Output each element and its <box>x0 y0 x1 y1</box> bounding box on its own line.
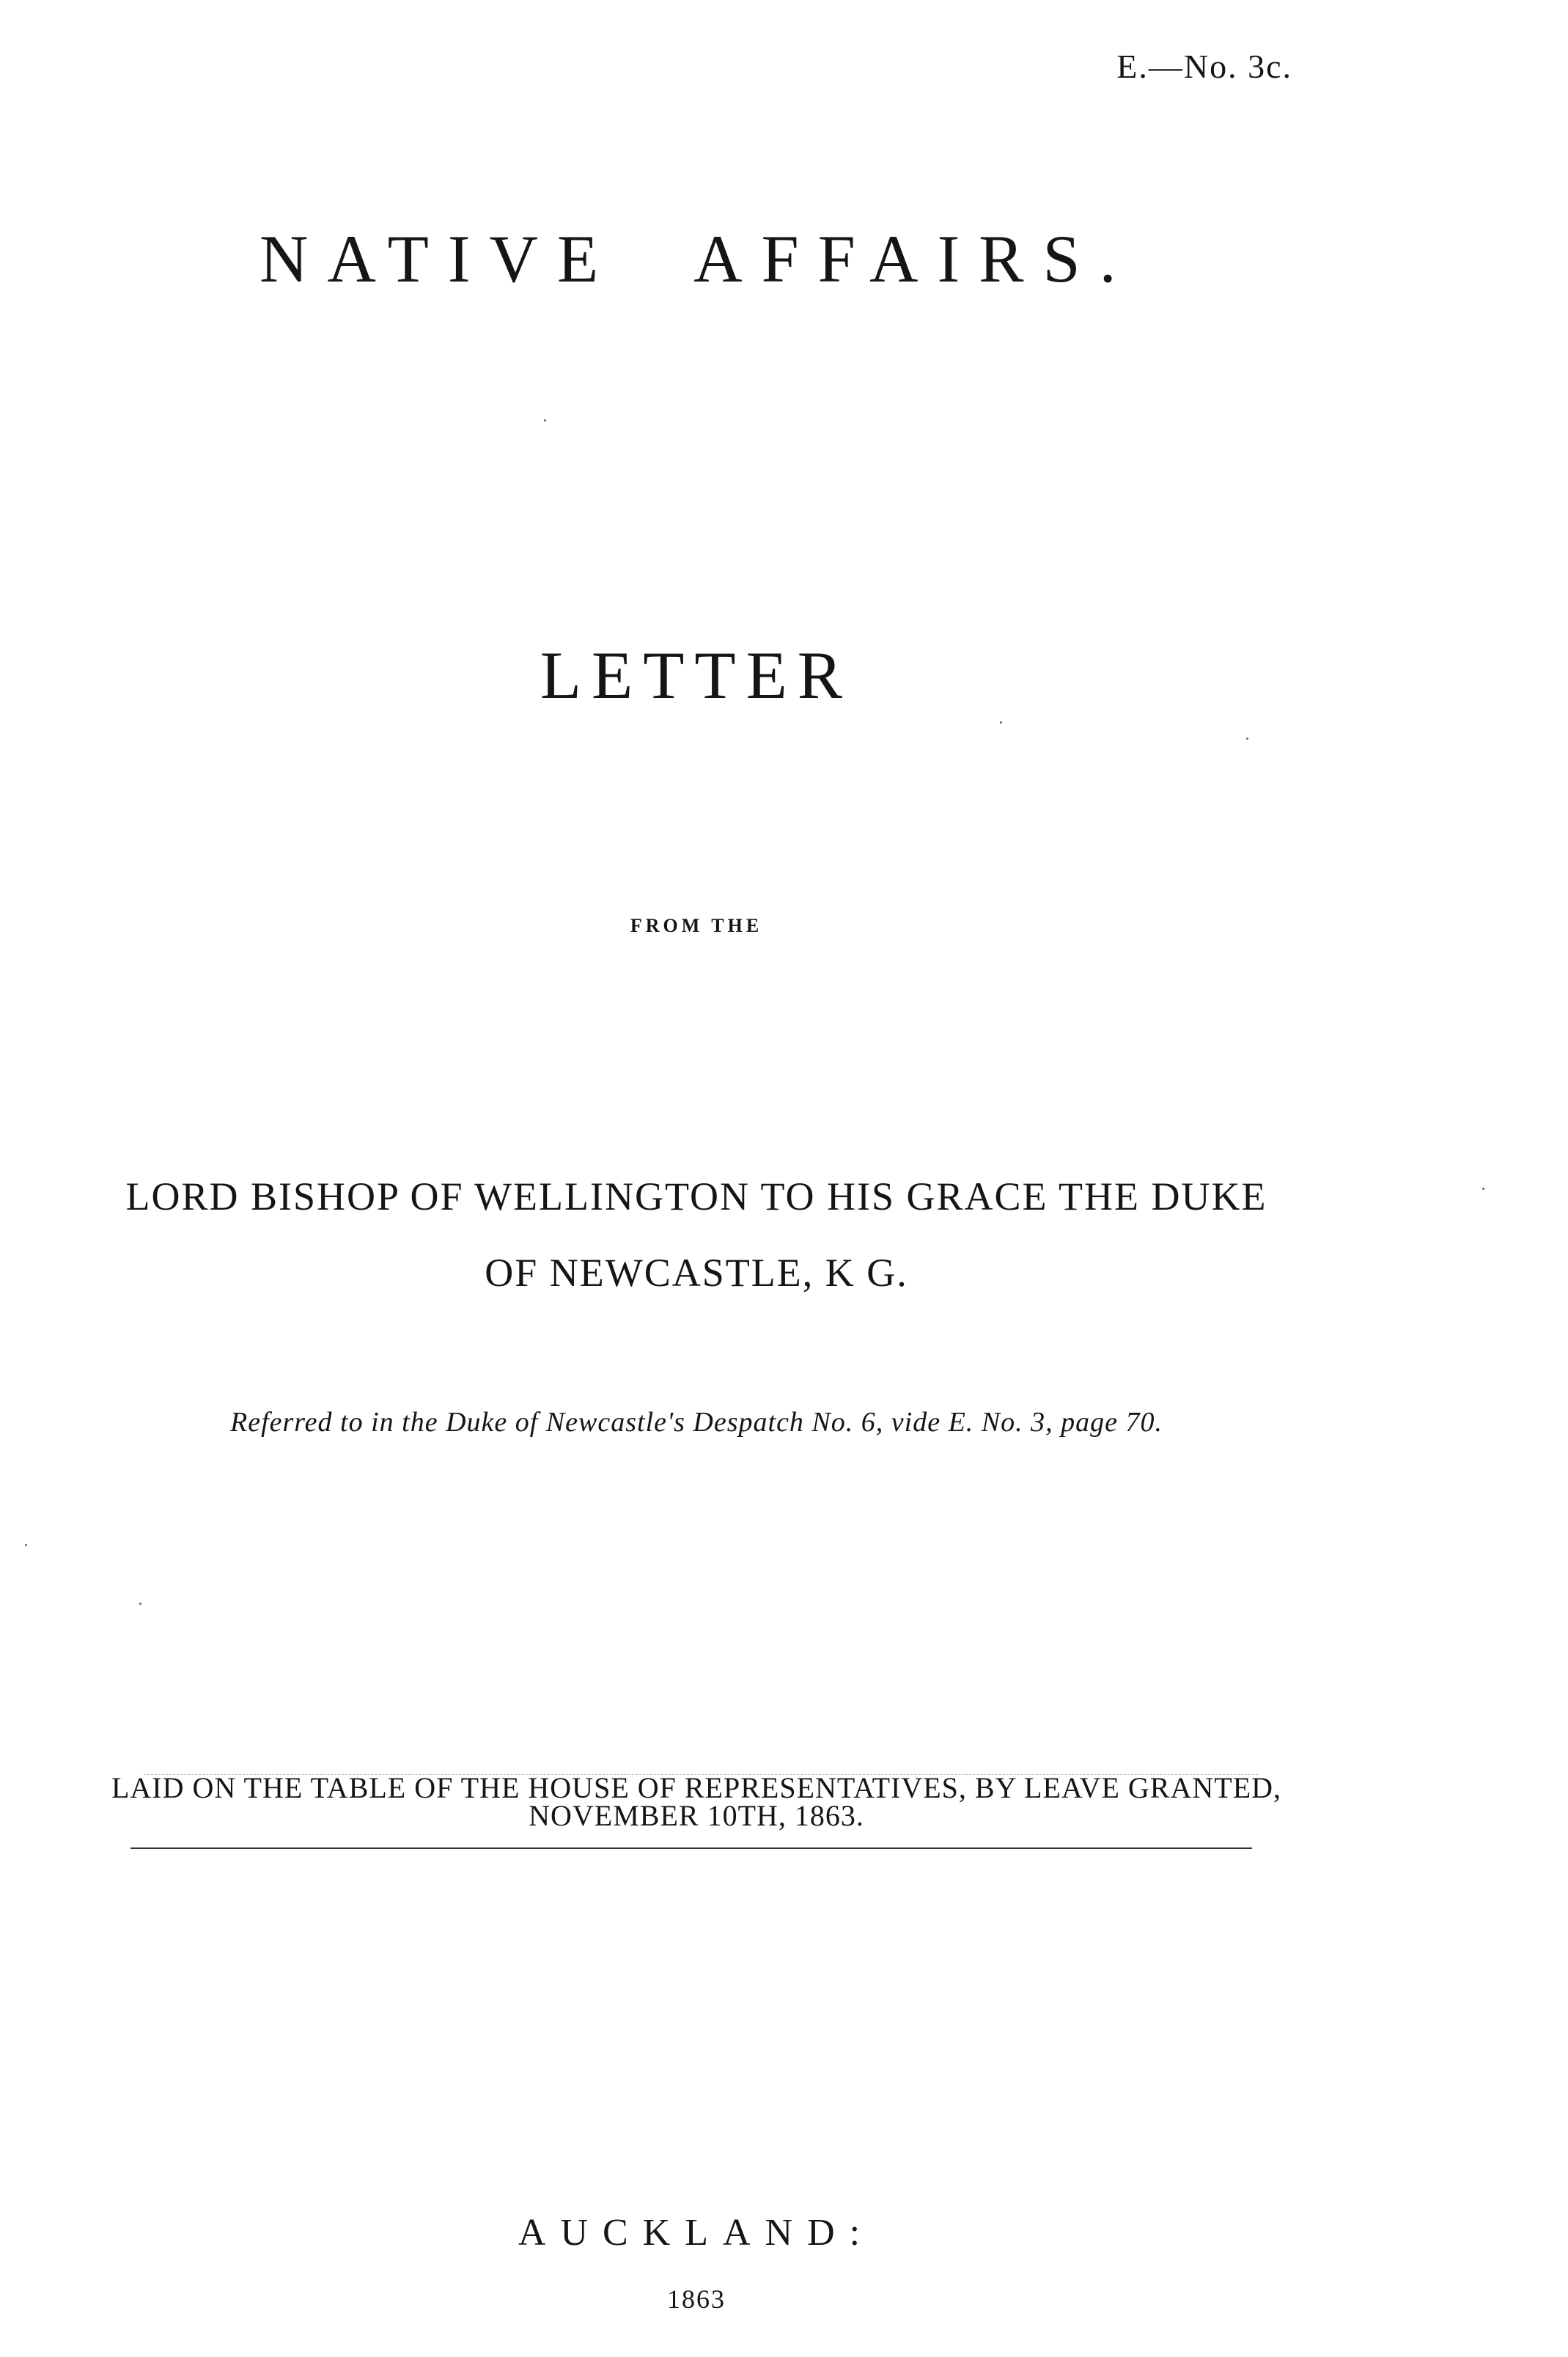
addressee-block <box>0 1158 1393 1311</box>
main-title: NATIVE AFFAIRS. <box>260 221 1135 296</box>
addressee-line-1: LORD BISHOP OF WELLINGTON TO HIS GRACE THE DUKE <box>125 1174 1267 1218</box>
laid-line-1: LAID ON THE TABLE OF THE HOUSE OF REPRESENTATIVES, BY LEAVE GRANTED, <box>111 1771 1282 1804</box>
scan-speck <box>1000 721 1002 724</box>
document-reference-number: E.—No. 3c. <box>1116 48 1292 85</box>
scan-speck <box>1246 738 1248 740</box>
scan-speck <box>544 419 546 422</box>
divider-rule <box>130 1847 1252 1849</box>
laid-on-table-notice <box>0 1771 1393 1832</box>
imprint-place: AUCKLAND: <box>518 2212 875 2254</box>
imprint-year: 1863 <box>667 2284 726 2314</box>
from-line: FROM THE <box>630 915 763 936</box>
scan-speck <box>1482 1188 1484 1190</box>
reference-note: Referred to in the Duke of Newcastle's Despatch No. 6, vide E. No. 3, page 70. <box>230 1407 1163 1438</box>
scan-speck <box>25 1544 27 1546</box>
scan-speck <box>139 1603 141 1605</box>
laid-line-2: NOVEMBER 10TH, 1863. <box>529 1799 864 1832</box>
document-type-heading: LETTER <box>540 638 853 713</box>
addressee-line-2: OF NEWCASTLE, K G. <box>485 1251 908 1295</box>
